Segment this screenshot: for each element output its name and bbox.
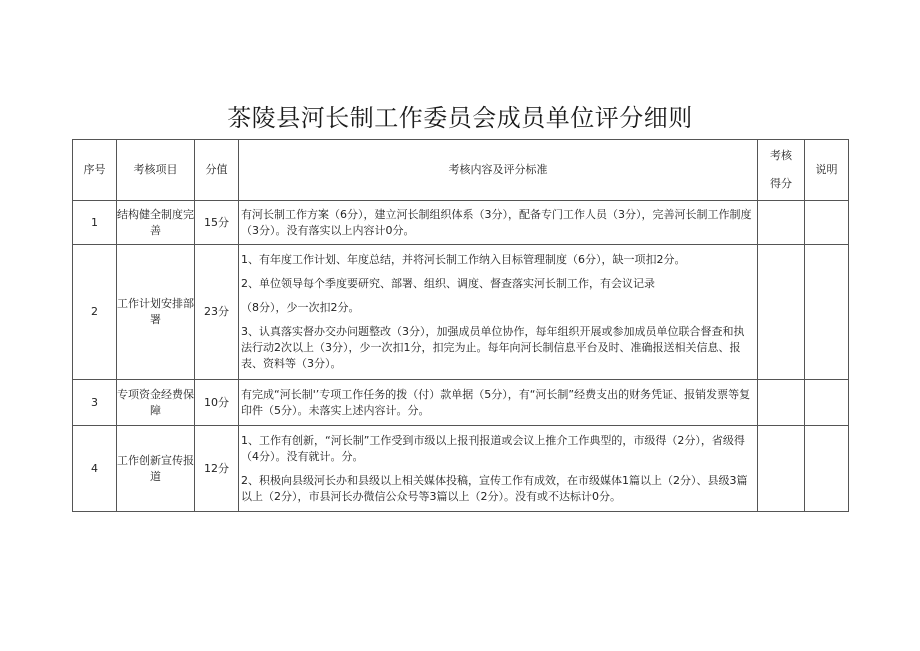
criteria-text: 1、工作有创新，“河长制”工作受到市级以上报刊报道或会议上推介工作典型的，市级得（2分），省级得（4分）。没有就计。分。 [241, 433, 745, 463]
header-points-top: 考核 [770, 149, 792, 162]
scoring-table [72, 139, 849, 512]
row-note [805, 426, 849, 512]
row-content [239, 426, 758, 512]
row-points [758, 201, 805, 245]
header-content: 考核内容及评分标准 [239, 140, 758, 201]
row-content [239, 380, 758, 426]
header-item: 考核项目 [117, 140, 195, 201]
criteria-text: 2、积极向县级河长办和县级以上相关媒体投稿，宣传工作有成效，在市级媒体1篇以上（2分）、县级3篇以上（2分），市县河长办微信公众号等3篇以上（2分）。没有或不达标计0分。 [241, 473, 748, 503]
header-no: 序号 [73, 140, 117, 201]
row-no: 2 [73, 245, 117, 380]
header-points [758, 140, 805, 201]
criteria-text: 3、认真落实督办交办问题整改（3分），加强成员单位协作，每年组织开展或参加成员单位联合督查和执法行动2次以上（3分），少一次扣1分，扣完为止。每年向河长制信息平台及时、准确报送相关信息、报表、资料等（3分）。 [241, 325, 745, 370]
row-points [758, 426, 805, 512]
header-points-bottom: 得分 [770, 177, 792, 190]
header-note: 说明 [805, 140, 849, 201]
row-score: 23分 [195, 245, 239, 380]
criteria-text: 1、有年度工作计划、年度总结，并将河长制工作纳入目标管理制度（6分），缺一项扣2分。 [241, 253, 686, 266]
table-row [73, 380, 849, 426]
criteria-text: 2、单位领导每个季度要研究、部署、组织、调度、督查落实河长制工作，有会议记录 [241, 277, 655, 290]
row-points [758, 380, 805, 426]
row-content [239, 245, 758, 380]
table-row [73, 426, 849, 512]
criteria-text: （8分），少一次扣2分。 [241, 301, 360, 314]
row-no: 4 [73, 426, 117, 512]
row-item: 工作创新宣传报道 [117, 426, 195, 512]
criteria-text: 有河长制工作方案（6分），建立河长制组织体系（3分），配备专门工作人员（3分），完善河长制工作制度（3分）。没有落实以上内容计0分。 [241, 207, 752, 237]
row-content [239, 201, 758, 245]
row-note [805, 245, 849, 380]
row-item: 结构健全制度完善 [117, 201, 195, 245]
row-no: 1 [73, 201, 117, 245]
criteria-text: 有完成“河长制'’专项工作任务的拨（付）款单据（5分），有“河长制”经费支出的财务凭证、报销发票等复印件（5分）。未落实上述内容计。分。 [241, 387, 751, 417]
header-score: 分值 [195, 140, 239, 201]
row-score: 10分 [195, 380, 239, 426]
row-item: 工作计划安排部署 [117, 245, 195, 380]
row-note [805, 380, 849, 426]
row-no: 3 [73, 380, 117, 426]
header-row [73, 140, 849, 201]
table-row [73, 201, 849, 245]
row-score: 12分 [195, 426, 239, 512]
table-row [73, 245, 849, 380]
row-item: 专项资金经费保障 [117, 380, 195, 426]
row-score: 15分 [195, 201, 239, 245]
page-title: 茶陵县河长制工作委员会成员单位评分细则 [227, 104, 693, 132]
row-points [758, 245, 805, 380]
row-note [805, 201, 849, 245]
